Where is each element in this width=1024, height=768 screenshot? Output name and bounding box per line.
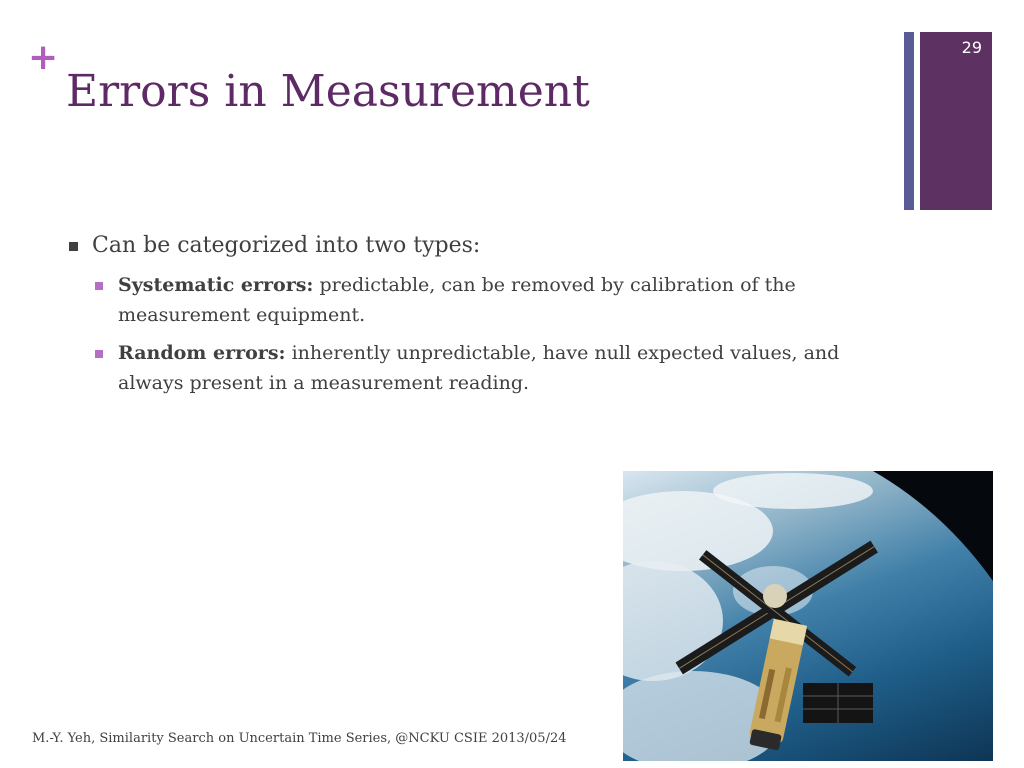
bullet-term: Random errors: [118, 342, 286, 364]
bullet-text: inherently unpredictable, have null expected values, and always present in a measurement reading. [118, 342, 840, 394]
bullet-main [66, 230, 916, 262]
bullet-square-icon [95, 282, 103, 290]
footer-citation: M.-Y. Yeh, Similarity Search on Uncertain Time Series, @NCKU CSIE 2013/05/24 [32, 731, 567, 746]
page-number: 29 [961, 38, 982, 57]
accent-bar-thin [904, 32, 914, 210]
satellite-photo [623, 471, 993, 761]
plus-icon: + [28, 37, 59, 78]
bullet-systematic [66, 270, 898, 330]
bullet-term: Systematic errors: [118, 274, 314, 296]
satellite-photo-icon [623, 471, 993, 761]
bullet-square-icon [69, 242, 78, 251]
bullet-text: predictable, can be removed by calibration of the measurement equipment. [118, 274, 796, 326]
bullet-random [66, 338, 898, 398]
slide-title: Errors in Measurement [66, 66, 590, 117]
bullet-main-text: Can be categorized into two types: [92, 233, 481, 258]
bullet-list [66, 230, 916, 398]
bullet-square-icon [95, 350, 103, 358]
accent-bar-thick [920, 32, 992, 210]
